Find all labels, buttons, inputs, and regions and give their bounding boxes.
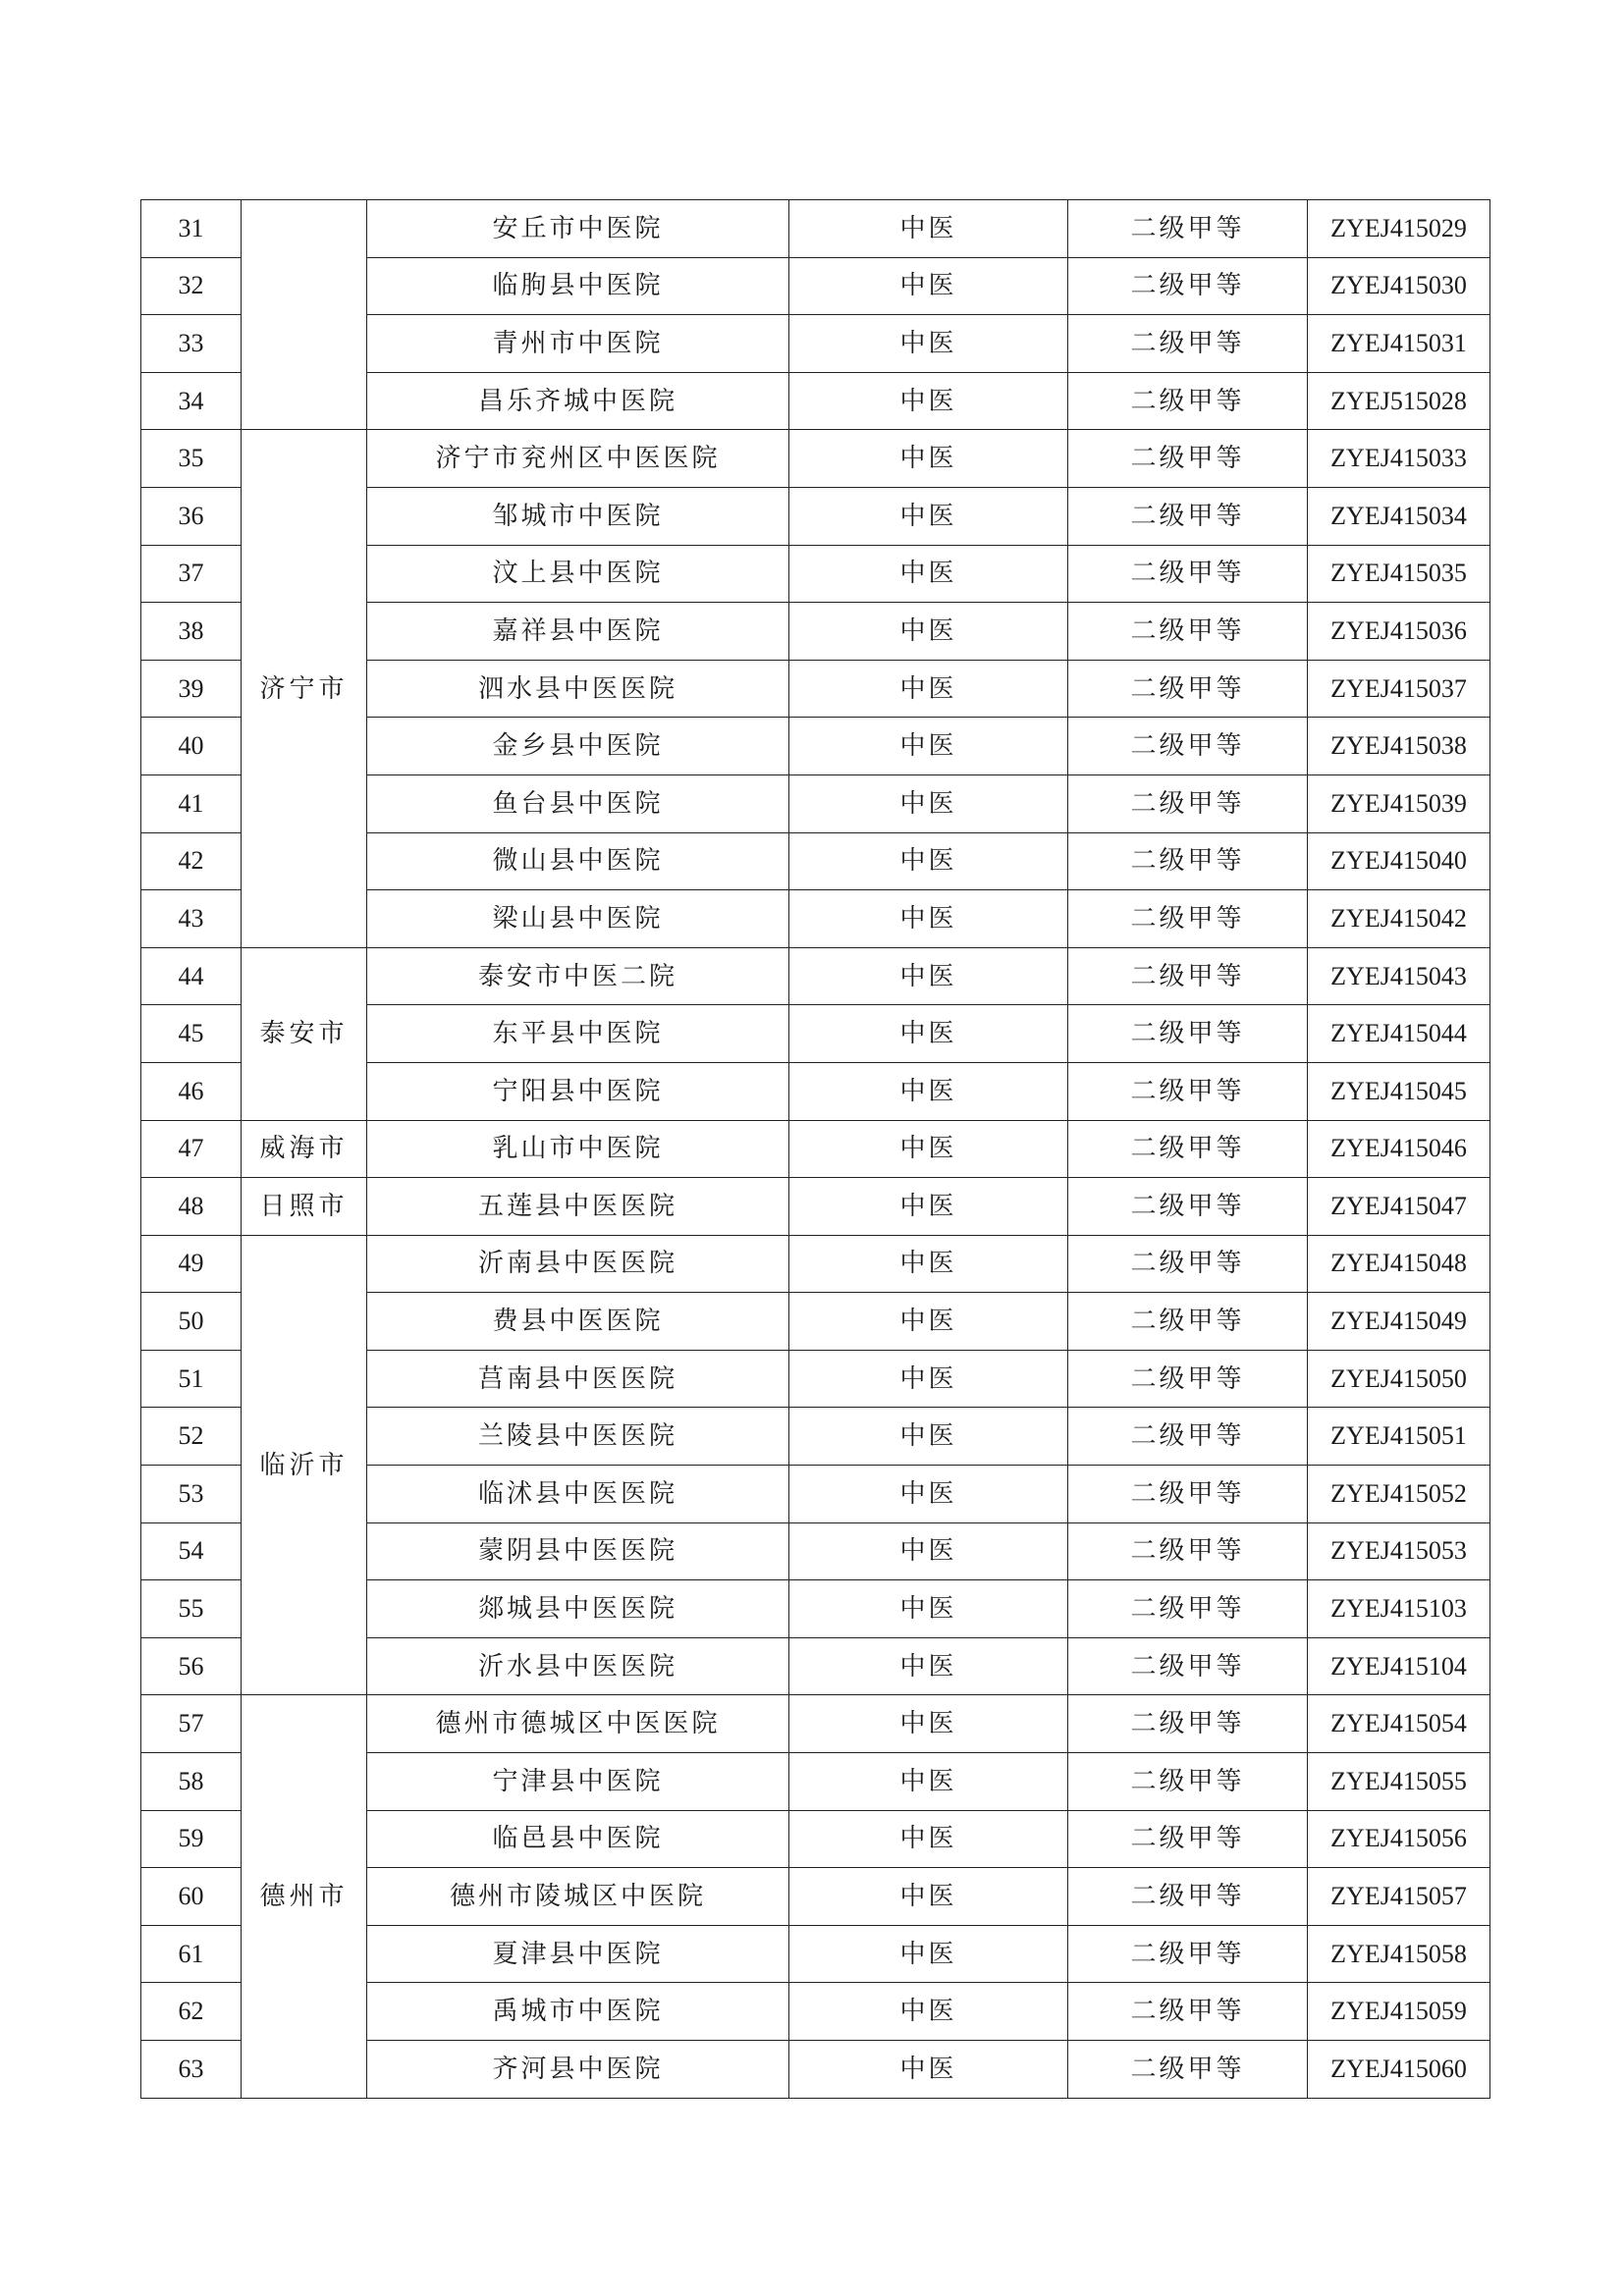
level-cell: 二级甲等	[1068, 774, 1308, 832]
level-cell: 二级甲等	[1068, 1005, 1308, 1063]
row-number: 44	[141, 947, 242, 1005]
hospital-name: 夏津县中医院	[367, 1925, 789, 1983]
row-number: 45	[141, 1005, 242, 1063]
code-cell: ZYEJ415054	[1308, 1695, 1490, 1753]
code-cell: ZYEJ415104	[1308, 1637, 1490, 1695]
category-cell: 中医	[789, 200, 1068, 258]
hospital-name: 兰陵县中医医院	[367, 1408, 789, 1466]
category-cell: 中医	[789, 1522, 1068, 1580]
row-number: 51	[141, 1350, 242, 1408]
category-cell: 中医	[789, 315, 1068, 373]
table-row	[141, 1235, 1490, 1293]
level-cell: 二级甲等	[1068, 1466, 1308, 1523]
category-cell: 中医	[789, 257, 1068, 315]
hospital-name: 邹城市中医院	[367, 487, 789, 545]
level-cell: 二级甲等	[1068, 1178, 1308, 1236]
level-cell: 二级甲等	[1068, 1350, 1308, 1408]
region-cell: 威海市	[242, 1120, 367, 1178]
level-cell: 二级甲等	[1068, 1983, 1308, 2041]
category-cell: 中医	[789, 718, 1068, 775]
row-number: 54	[141, 1522, 242, 1580]
category-cell: 中医	[789, 832, 1068, 890]
level-cell: 二级甲等	[1068, 1810, 1308, 1868]
code-cell: ZYEJ415103	[1308, 1580, 1490, 1638]
code-cell: ZYEJ415037	[1308, 660, 1490, 718]
category-cell: 中医	[789, 1408, 1068, 1466]
row-number: 49	[141, 1235, 242, 1293]
level-cell: 二级甲等	[1068, 430, 1308, 488]
row-number: 62	[141, 1983, 242, 2041]
row-number: 59	[141, 1810, 242, 1868]
table-row	[141, 1178, 1490, 1236]
category-cell: 中医	[789, 947, 1068, 1005]
hospital-name: 郯城县中医医院	[367, 1580, 789, 1638]
level-cell: 二级甲等	[1068, 372, 1308, 430]
table-row	[141, 200, 1490, 258]
hospital-name: 安丘市中医院	[367, 200, 789, 258]
hospital-name: 禹城市中医院	[367, 1983, 789, 2041]
table-row	[141, 1695, 1490, 1753]
category-cell: 中医	[789, 660, 1068, 718]
row-number: 37	[141, 545, 242, 603]
category-cell: 中医	[789, 1983, 1068, 2041]
row-number: 48	[141, 1178, 242, 1236]
code-cell: ZYEJ415030	[1308, 257, 1490, 315]
code-cell: ZYEJ415059	[1308, 1983, 1490, 2041]
level-cell: 二级甲等	[1068, 660, 1308, 718]
level-cell: 二级甲等	[1068, 1868, 1308, 1926]
level-cell: 二级甲等	[1068, 1120, 1308, 1178]
region-cell: 临沂市	[242, 1235, 367, 1695]
hospital-name: 青州市中医院	[367, 315, 789, 373]
code-cell: ZYEJ415060	[1308, 2041, 1490, 2099]
row-number: 58	[141, 1753, 242, 1811]
region-cell: 泰安市	[242, 947, 367, 1120]
category-cell: 中医	[789, 1235, 1068, 1293]
category-cell: 中医	[789, 545, 1068, 603]
level-cell: 二级甲等	[1068, 1522, 1308, 1580]
hospital-name: 泗水县中医医院	[367, 660, 789, 718]
row-number: 33	[141, 315, 242, 373]
category-cell: 中医	[789, 1868, 1068, 1926]
category-cell: 中医	[789, 487, 1068, 545]
region-cell: 日照市	[242, 1178, 367, 1236]
row-number: 36	[141, 487, 242, 545]
category-cell: 中医	[789, 2041, 1068, 2099]
row-number: 38	[141, 603, 242, 661]
region-cell: 德州市	[242, 1695, 367, 2098]
category-cell: 中医	[789, 1005, 1068, 1063]
row-number: 40	[141, 718, 242, 775]
row-number: 60	[141, 1868, 242, 1926]
category-cell: 中医	[789, 430, 1068, 488]
row-number: 41	[141, 774, 242, 832]
code-cell: ZYEJ415057	[1308, 1868, 1490, 1926]
row-number: 43	[141, 890, 242, 948]
category-cell: 中医	[789, 1925, 1068, 1983]
hospital-name: 宁津县中医院	[367, 1753, 789, 1811]
code-cell: ZYEJ415042	[1308, 890, 1490, 948]
hospital-table	[140, 199, 1490, 2099]
category-cell: 中医	[789, 1062, 1068, 1120]
hospital-name: 齐河县中医院	[367, 2041, 789, 2099]
code-cell: ZYEJ415046	[1308, 1120, 1490, 1178]
level-cell: 二级甲等	[1068, 1062, 1308, 1120]
code-cell: ZYEJ415045	[1308, 1062, 1490, 1120]
hospital-name: 汶上县中医院	[367, 545, 789, 603]
level-cell: 二级甲等	[1068, 1293, 1308, 1351]
code-cell: ZYEJ415048	[1308, 1235, 1490, 1293]
code-cell: ZYEJ515028	[1308, 372, 1490, 430]
hospital-name: 乳山市中医院	[367, 1120, 789, 1178]
row-number: 61	[141, 1925, 242, 1983]
hospital-name: 德州市德城区中医医院	[367, 1695, 789, 1753]
category-cell: 中医	[789, 1580, 1068, 1638]
hospital-name: 嘉祥县中医院	[367, 603, 789, 661]
category-cell: 中医	[789, 1810, 1068, 1868]
category-cell: 中医	[789, 1350, 1068, 1408]
hospital-name: 沂水县中医医院	[367, 1637, 789, 1695]
code-cell: ZYEJ415036	[1308, 603, 1490, 661]
category-cell: 中医	[789, 1466, 1068, 1523]
level-cell: 二级甲等	[1068, 1925, 1308, 1983]
level-cell: 二级甲等	[1068, 1580, 1308, 1638]
row-number: 55	[141, 1580, 242, 1638]
table-row	[141, 1120, 1490, 1178]
category-cell: 中医	[789, 890, 1068, 948]
level-cell: 二级甲等	[1068, 1695, 1308, 1753]
code-cell: ZYEJ415031	[1308, 315, 1490, 373]
hospital-name: 梁山县中医院	[367, 890, 789, 948]
table-body	[141, 200, 1490, 2099]
code-cell: ZYEJ415043	[1308, 947, 1490, 1005]
hospital-name: 蒙阴县中医医院	[367, 1522, 789, 1580]
category-cell: 中医	[789, 1753, 1068, 1811]
code-cell: ZYEJ415038	[1308, 718, 1490, 775]
level-cell: 二级甲等	[1068, 257, 1308, 315]
row-number: 39	[141, 660, 242, 718]
hospital-name: 金乡县中医院	[367, 718, 789, 775]
hospital-name: 宁阳县中医院	[367, 1062, 789, 1120]
category-cell: 中医	[789, 372, 1068, 430]
level-cell: 二级甲等	[1068, 1235, 1308, 1293]
code-cell: ZYEJ415051	[1308, 1408, 1490, 1466]
level-cell: 二级甲等	[1068, 718, 1308, 775]
code-cell: ZYEJ415039	[1308, 774, 1490, 832]
hospital-name: 济宁市兖州区中医医院	[367, 430, 789, 488]
category-cell: 中医	[789, 1293, 1068, 1351]
code-cell: ZYEJ415055	[1308, 1753, 1490, 1811]
category-cell: 中医	[789, 1178, 1068, 1236]
category-cell: 中医	[789, 1120, 1068, 1178]
hospital-name: 临邑县中医院	[367, 1810, 789, 1868]
level-cell: 二级甲等	[1068, 832, 1308, 890]
category-cell: 中医	[789, 603, 1068, 661]
level-cell: 二级甲等	[1068, 1637, 1308, 1695]
row-number: 53	[141, 1466, 242, 1523]
code-cell: ZYEJ415056	[1308, 1810, 1490, 1868]
hospital-name: 鱼台县中医院	[367, 774, 789, 832]
row-number: 42	[141, 832, 242, 890]
row-number: 34	[141, 372, 242, 430]
code-cell: ZYEJ415052	[1308, 1466, 1490, 1523]
hospital-name: 昌乐齐城中医院	[367, 372, 789, 430]
hospital-name: 临朐县中医院	[367, 257, 789, 315]
level-cell: 二级甲等	[1068, 487, 1308, 545]
row-number: 52	[141, 1408, 242, 1466]
row-number: 46	[141, 1062, 242, 1120]
level-cell: 二级甲等	[1068, 2041, 1308, 2099]
code-cell: ZYEJ415034	[1308, 487, 1490, 545]
code-cell: ZYEJ415044	[1308, 1005, 1490, 1063]
row-number: 56	[141, 1637, 242, 1695]
code-cell: ZYEJ415049	[1308, 1293, 1490, 1351]
hospital-name: 五莲县中医医院	[367, 1178, 789, 1236]
hospital-name: 莒南县中医医院	[367, 1350, 789, 1408]
table-row	[141, 430, 1490, 488]
row-number: 35	[141, 430, 242, 488]
level-cell: 二级甲等	[1068, 545, 1308, 603]
table-row	[141, 947, 1490, 1005]
code-cell: ZYEJ415040	[1308, 832, 1490, 890]
code-cell: ZYEJ415053	[1308, 1522, 1490, 1580]
level-cell: 二级甲等	[1068, 200, 1308, 258]
row-number: 63	[141, 2041, 242, 2099]
category-cell: 中医	[789, 774, 1068, 832]
category-cell: 中医	[789, 1637, 1068, 1695]
row-number: 32	[141, 257, 242, 315]
code-cell: ZYEJ415058	[1308, 1925, 1490, 1983]
row-number: 31	[141, 200, 242, 258]
row-number: 47	[141, 1120, 242, 1178]
hospital-name: 临沭县中医医院	[367, 1466, 789, 1523]
hospital-name: 微山县中医院	[367, 832, 789, 890]
level-cell: 二级甲等	[1068, 890, 1308, 948]
code-cell: ZYEJ415050	[1308, 1350, 1490, 1408]
code-cell: ZYEJ415035	[1308, 545, 1490, 603]
hospital-name: 德州市陵城区中医院	[367, 1868, 789, 1926]
hospital-name: 费县中医医院	[367, 1293, 789, 1351]
region-cell: 济宁市	[242, 430, 367, 947]
region-cell	[242, 200, 367, 430]
hospital-name: 沂南县中医医院	[367, 1235, 789, 1293]
code-cell: ZYEJ415033	[1308, 430, 1490, 488]
hospital-name: 泰安市中医二院	[367, 947, 789, 1005]
hospital-name: 东平县中医院	[367, 1005, 789, 1063]
level-cell: 二级甲等	[1068, 603, 1308, 661]
code-cell: ZYEJ415029	[1308, 200, 1490, 258]
code-cell: ZYEJ415047	[1308, 1178, 1490, 1236]
level-cell: 二级甲等	[1068, 947, 1308, 1005]
row-number: 57	[141, 1695, 242, 1753]
level-cell: 二级甲等	[1068, 1408, 1308, 1466]
level-cell: 二级甲等	[1068, 1753, 1308, 1811]
level-cell: 二级甲等	[1068, 315, 1308, 373]
row-number: 50	[141, 1293, 242, 1351]
category-cell: 中医	[789, 1695, 1068, 1753]
